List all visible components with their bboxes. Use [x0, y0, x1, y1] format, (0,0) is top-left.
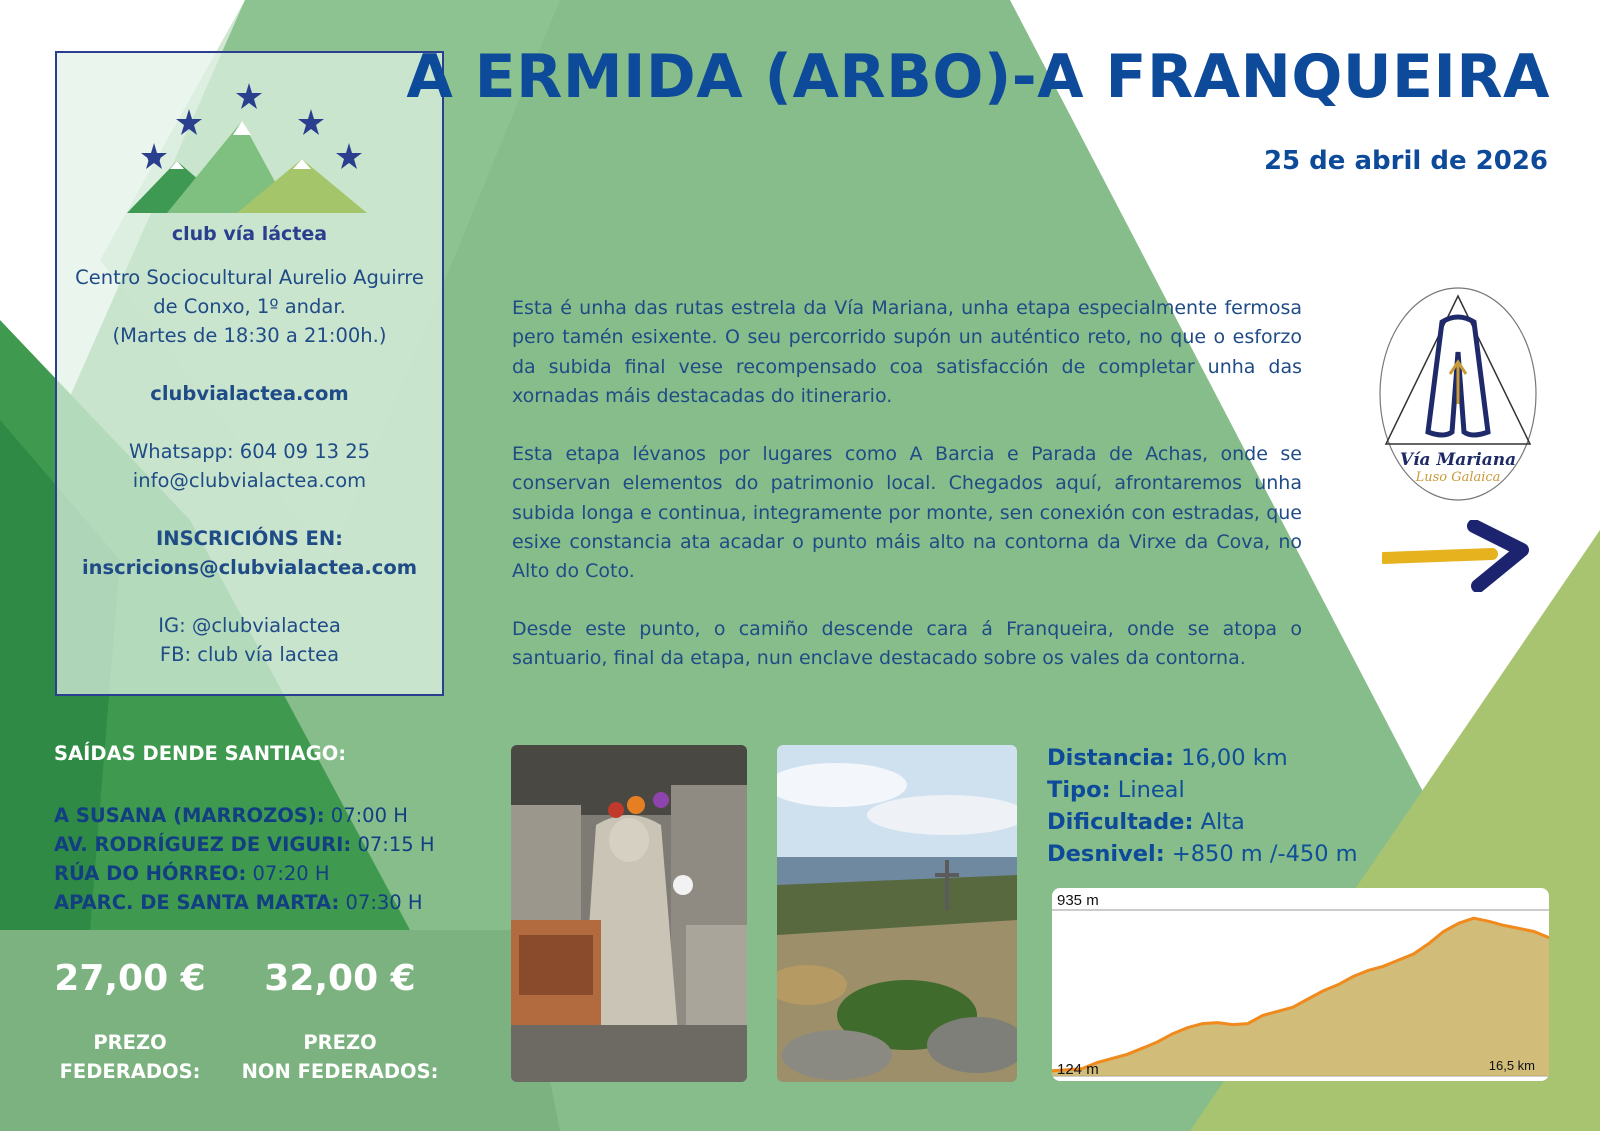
price-federated-label-2: FEDERADOS: — [59, 1060, 201, 1083]
price-federated-label-1: PREZO — [93, 1031, 167, 1054]
price-non-federated-label-1: PREZO — [303, 1031, 377, 1054]
elevation-profile-chart — [1052, 888, 1549, 1081]
elevation-point — [1307, 998, 1309, 1000]
whatsapp-number: Whatsapp: 604 09 13 25 — [128, 440, 371, 463]
stat-type-label: Tipo: — [1047, 777, 1111, 803]
price-non-federated: 32,00 € — [264, 958, 416, 999]
elevation-point — [1232, 1024, 1234, 1026]
club-info-box — [55, 51, 444, 696]
elevation-point — [1488, 921, 1490, 923]
price-non-federated-label-2: NON FEDERADOS: — [241, 1060, 439, 1083]
stat-type — [1047, 777, 1185, 803]
opening-hours: (Martes de 18:30 a 21:00h.) — [112, 324, 387, 347]
departure-time: 07:00 H — [330, 804, 408, 827]
elevation-profile-svg — [1052, 888, 1549, 1081]
elevation-point — [1428, 943, 1430, 945]
elevation-point — [1111, 1058, 1113, 1060]
stat-distance-label: Distancia: — [1047, 745, 1174, 771]
elevation-point — [1518, 928, 1520, 930]
departure-place: AV. RODRÍGUEZ DE VIGURI: — [54, 833, 352, 856]
elevation-distance-label: 16,5 km — [1488, 1058, 1535, 1073]
elevation-point — [1458, 923, 1460, 925]
elevation-point — [1383, 966, 1385, 968]
elevation-point — [1473, 917, 1475, 919]
elevation-point — [1352, 976, 1354, 978]
elevation-point — [1413, 953, 1415, 955]
inscriptions-email[interactable]: inscricions@clubvialactea.com — [81, 556, 418, 579]
stat-elevation-value: +850 m /-450 m — [1171, 841, 1358, 867]
elevation-point — [1157, 1041, 1159, 1043]
departure-item — [54, 801, 408, 830]
departure-item — [54, 888, 423, 917]
elevation-point — [1292, 1006, 1294, 1008]
elevation-max-label: 935 m — [1057, 892, 1099, 909]
departure-item — [54, 830, 435, 859]
photo-mountain-cross — [777, 745, 1017, 1082]
departure-item — [54, 859, 330, 888]
page-title: A ERMIDA (ARBO)-A FRANQUEIRA — [406, 42, 1550, 112]
address-line-2: de Conxo, 1º andar. — [153, 295, 346, 318]
elevation-point — [1368, 970, 1370, 972]
departure-time: 07:20 H — [252, 862, 330, 885]
elevation-point — [1398, 959, 1400, 961]
stat-distance — [1047, 745, 1288, 771]
elevation-point — [1277, 1011, 1279, 1013]
elevation-point — [1247, 1023, 1249, 1025]
via-mariana-logo-title: Vía Mariana — [1399, 450, 1517, 470]
instagram-handle[interactable]: IG: @clubvialactea — [158, 614, 341, 637]
event-date: 25 de abril de 2026 — [1263, 146, 1548, 176]
elevation-point — [1202, 1023, 1204, 1025]
stat-elevation-label: Desnivel: — [1047, 841, 1165, 867]
website-link[interactable]: clubvialactea.com — [150, 382, 349, 405]
departures-title: SAÍDAS DENDE SANTIAGO: — [54, 742, 347, 765]
elevation-point — [1503, 925, 1505, 927]
price-federated: 27,00 € — [54, 958, 206, 999]
via-mariana-logo-subtitle: Luso Galaica — [1415, 470, 1501, 485]
elevation-point — [1127, 1054, 1129, 1056]
elevation-min-label: 124 m — [1057, 1061, 1099, 1078]
direction-arrow-icon — [1382, 520, 1532, 592]
elevation-area — [1052, 918, 1549, 1076]
description-paragraph-1: Esta é unha das rutas estrela da Vía Mariana, unha etapa especialmente fermosa pero tamén esixente. O seu percorrido supón un auténtico reto, no que o esforzo da subida final vese recompensado coa satisfacción de completar unha das xornadas máis destacadas do itinerario. — [512, 297, 1302, 407]
departure-place: A SUSANA (MARROZOS): — [54, 804, 325, 827]
club-logo-mountains-icon — [127, 81, 372, 221]
elevation-point — [1337, 984, 1339, 986]
address-line-1: Centro Sociocultural Aurelio Aguirre — [75, 266, 424, 289]
elevation-point — [1533, 931, 1535, 933]
club-logo-text: club vía láctea — [171, 223, 328, 245]
departure-place: RÚA DO HÓRREO: — [54, 862, 247, 885]
stat-difficulty-label: Dificultade: — [1047, 809, 1194, 835]
elevation-point — [1172, 1033, 1174, 1035]
elevation-point — [1443, 931, 1445, 933]
stat-difficulty-value: Alta — [1200, 809, 1245, 835]
elevation-point — [1322, 990, 1324, 992]
via-mariana-logo — [1372, 282, 1544, 512]
elevation-point — [1187, 1027, 1189, 1029]
inscriptions-label: INSCRICIÓNS EN: — [156, 527, 343, 550]
departure-place: APARC. DE SANTA MARTA: — [54, 891, 340, 914]
stat-elevation — [1047, 841, 1358, 867]
elevation-point — [1262, 1015, 1264, 1017]
description-paragraph-3: Desde este punto, o camiño descende cara á Franqueira, onde se atopa o santuario, final da etapa, nun enclave destacado sobre os vales da contorna. — [512, 618, 1302, 670]
departure-time: 07:30 H — [345, 891, 423, 914]
facebook-handle[interactable]: FB: club vía lactea — [159, 643, 340, 666]
stat-type-value: Lineal — [1117, 777, 1185, 803]
photo-virgin-statue — [511, 745, 747, 1082]
elevation-point — [1217, 1022, 1219, 1024]
stat-difficulty — [1047, 809, 1245, 835]
description-paragraph-2: Esta etapa lévanos por lugares como A Barcia e Parada de Achas, onde se conservan elementos do patrimonio local. Chegados aquí, afrontaremos unha subida longa e continua, integramente por monte, sen conexión con estradas, que esixe constancia ata acadar o punto máis alto na contorna da Virxe da Cova, no Alto do Coto. — [512, 443, 1302, 583]
contact-email[interactable]: info@clubvialactea.com — [132, 469, 367, 492]
departure-time: 07:15 H — [357, 833, 435, 856]
stat-distance-value: 16,00 km — [1181, 745, 1288, 771]
elevation-point — [1142, 1047, 1144, 1049]
